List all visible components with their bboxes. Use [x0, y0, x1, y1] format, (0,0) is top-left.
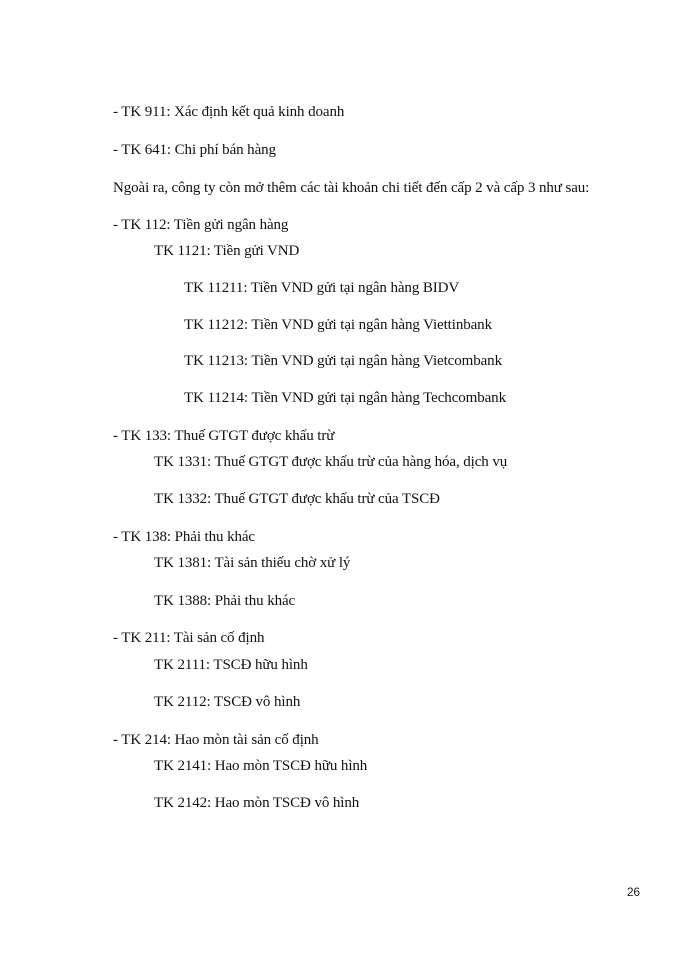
- subaccount-line-1381: TK 1381: Tài sản thiếu chờ xử lý: [154, 555, 351, 571]
- subaccount-line-11213: TK 11213: Tiền VND gửi tại ngân hàng Vietcombank: [184, 353, 502, 369]
- account-line-133: - TK 133: Thuế GTGT được khấu trừ: [113, 428, 335, 444]
- subaccount-line-2112: TK 2112: TSCĐ vô hình: [154, 694, 301, 710]
- account-line-112: - TK 112: Tiền gửi ngân hàng: [113, 217, 289, 233]
- account-line-911: - TK 911: Xác định kết quả kinh doanh: [113, 104, 345, 120]
- page-number: 26: [626, 885, 640, 899]
- subaccount-line-11212: TK 11212: Tiền VND gửi tại ngân hàng Viettinbank: [184, 317, 492, 333]
- subaccount-line-1121: TK 1121: Tiền gửi VND: [154, 243, 300, 259]
- account-line-211: - TK 211: Tài sản cố định: [113, 630, 265, 646]
- subaccount-line-1332: TK 1332: Thuế GTGT được khấu trừ của TSCĐ: [154, 491, 440, 507]
- subaccount-line-11214: TK 11214: Tiền VND gửi tại ngân hàng Techcombank: [184, 390, 506, 406]
- subaccount-line-11211: TK 11211: Tiền VND gửi tại ngân hàng BIDV: [184, 280, 460, 296]
- account-line-138: - TK 138: Phải thu khác: [113, 529, 255, 545]
- subaccount-line-2111: TK 2111: TSCĐ hữu hình: [154, 657, 308, 673]
- intro-paragraph: Ngoài ra, công ty còn mở thêm các tài khoản chi tiết đến cấp 2 và cấp 3 như sau:: [113, 180, 590, 196]
- account-line-641: - TK 641: Chi phí bán hàng: [113, 142, 276, 158]
- subaccount-line-1331: TK 1331: Thuế GTGT được khấu trừ của hàng hóa, dịch vụ: [154, 454, 508, 470]
- subaccount-line-1388: TK 1388: Phải thu khác: [154, 593, 296, 609]
- subaccount-line-2141: TK 2141: Hao mòn TSCĐ hữu hình: [154, 758, 368, 774]
- account-line-214: - TK 214: Hao mòn tài sản cố định: [113, 732, 319, 748]
- subaccount-line-2142: TK 2142: Hao mòn TSCĐ vô hình: [154, 795, 360, 811]
